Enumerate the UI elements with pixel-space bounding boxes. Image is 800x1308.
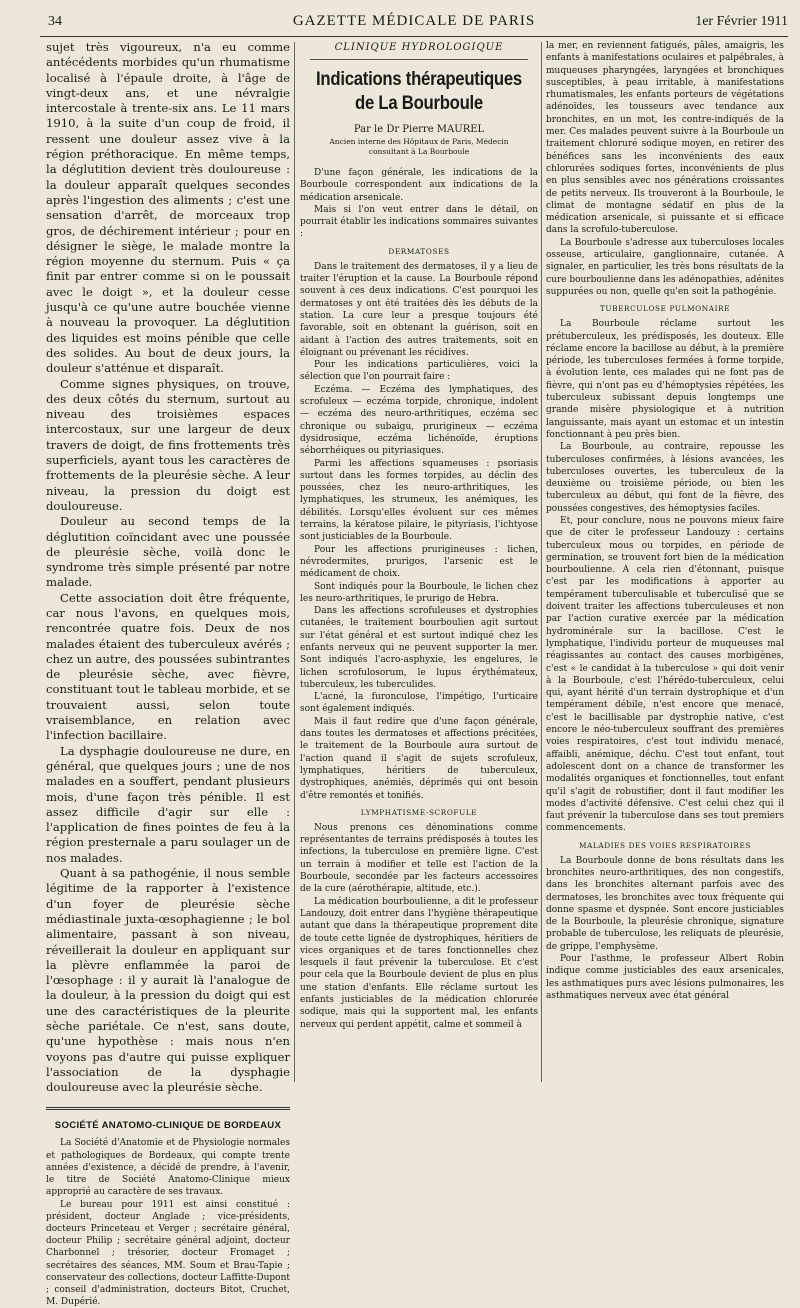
page-header bbox=[40, 10, 788, 37]
rule bbox=[310, 59, 528, 60]
paragraph: Pour les affections prurigineuses : lichen, névrodermites, prurigos, l'arsenic est le médicament de choix. bbox=[300, 544, 538, 581]
column-divider bbox=[294, 42, 295, 1082]
byline: Par le Dr Pierre MAUREL bbox=[300, 124, 538, 135]
paragraph: Eczéma. — Eczéma des lymphatiques, des scrofuleux — eczéma torpide, chronique, indolent — eczéma des neuro-arthritiques, eczéma sec chronique ou subaigu, prurigineux — eczéma dysidrosique, eczéma lichénoïde, éruptions séborrhéiques ou pityriasiques. bbox=[300, 384, 538, 458]
journal-title: GAZETTE MÉDICALE DE PARIS bbox=[40, 13, 788, 30]
paragraph: Pour l'asthme, le professeur Albert Robin indique comme justiciables des eaux arsenicales, les asthmatiques purs avec lésions pulmonaires, les asthmatiques nerveux avec état général bbox=[546, 953, 784, 1002]
paragraph: Douleur au second temps de la déglutition coïncidant avec une poussée de pleurésie sèche, voilà donc le syndrome très simple présenté par notre malade. bbox=[46, 514, 290, 590]
paragraph: Comme signes physiques, on trouve, des deux côtés du sternum, surtout au niveau des troisièmes espaces intercostaux, sur une largeur de deux travers de doigt, de fins frottements très superficiels, ayant tous les caractères de frottements de la pleurésie sèche. A leur niveau, la pression du doigt est douloureuse. bbox=[46, 377, 290, 515]
paragraph: Nous prenons ces dénominations comme représentantes de terrains prédisposés à toutes les infections, la tuberculose en première ligne. C'est un terrain à modifier et telle est l'action de la Bourboule, secondée par les facteurs accessoires de la cure (aérothérapie, altitude, etc.). bbox=[300, 822, 538, 896]
paragraph: Parmi les affections squameuses : psoriasis surtout dans les formes torpides, au déclin des poussées, chez les neuro-arthritiques, les lymphatiques, les strumeux, les anémiques, les débilités. Lorsqu'elles évoluent sur ces mêmes terrains, la kératose pilaire, le pityriasis, l'ichtyose sont justiciables de la Bourboule. bbox=[300, 458, 538, 544]
paragraph: L'acné, la furonculose, l'impétigo, l'urticaire sont également indiqués. bbox=[300, 691, 538, 716]
paragraph: Sont indiqués pour la Bourboule, le lichen chez les neuro-arthritiques, le prurigo de Hebra. bbox=[300, 581, 538, 606]
paragraph: La Bourboule réclame surtout les prétuberculeux, les prédisposés, les douteux. Elle réclame encore la bacillose au début, à la première période, les tuberculoses fermées à forme torpide, à évolution lente, ces malades qui ne font pas de fièvre, qui n'ont pas eu d'hémoptysies répétées, les tuberculeux subissant depuis longtemps une grande misère physiologique et à nutrition languissante, mais ayant un estomac et un intestin fonctionnant à peu près bien. bbox=[546, 318, 784, 441]
rubric: CLINIQUE HYDROLOGIQUE bbox=[300, 42, 538, 53]
paragraph: Dans les affections scrofuleuses et dystrophies cutanées, le traitement bourboulien agit surtout sur l'état général et est surtout indiqué chez les enfants nerveux qui ne peuvent supporter la mer. Sont indiqués l'acro-asphyxie, les engelures, le lichen scrofulosorum, le lupus érythémateux, tuberculeux, les tuberculides. bbox=[300, 605, 538, 691]
paragraph: La dysphagie douloureuse ne dure, en général, que quelques jours ; une de nos malades en a souffert, pendant plusieurs mois, d'une façon très pénible. Il est assez difficile d'agir sur elle : l'application de fines pointes de feu à la région presternale a paru soulager un de nos malades. bbox=[46, 744, 290, 866]
paragraph: la mer, en reviennent fatigués, pâles, amaigris, les enfants à manifestations oculaires et palpébrales, à muqueuses pharyngées, laryngées et bronchiques susceptibles, à peau irritable, à manifestations rhumatismales, les enfants porteurs de végétations adénoïdes, les tousseurs avec tendance aux bronchites, en un mot, les contre-indiqués de la mer. Ces malades peuvent suivre à la Bourboule un traitement chloruré sodique moyen, en retirer des bénéfices sans les inconvénients des eaux chlorurées sodiques fortes, inconvénients de plus en plus sensibles avec nos générations croissantes de petits nerveux. Ils trouveront à la Bourboule, le climat de montagne sédatif en plus de la médication arsenicale, si puissante et si efficace dans la scrofulo-tuberculose. bbox=[546, 40, 784, 237]
subheading: DERMATOSES bbox=[300, 247, 538, 256]
paragraph: La Bourboule, au contraire, repousse les tuberculoses confirmées, à lésions avancées, les tuberculoses ouvertes, les tuberculeux de la deuxième ou troisième période, ou bien les tuberculeux au début, qui font de la fièvre, des poussées congestives, des hémoptysies faciles. bbox=[546, 441, 784, 515]
author-credentials: Ancien interne des Hôpitaux de Paris, Médecin consultant à La Bourboule bbox=[316, 137, 522, 157]
section-divider bbox=[46, 1107, 290, 1110]
page-number: 34 bbox=[48, 14, 62, 30]
paragraph: La Société d'Anatomie et de Physiologie normales et pathologiques de Bordeaux, qui compte trente années d'existence, a décidé de prendre, à l'avenir, le titre de Société Anatomo-Clinique mieux approprié au caractère de ses travaux. bbox=[46, 1137, 290, 1198]
paragraph: Mais si l'on veut entrer dans le détail, on pourrait établir les indications sommaires suivantes : bbox=[300, 204, 538, 241]
subheading: MALADIES DES VOIES RESPIRATOIRES bbox=[546, 841, 784, 850]
column-left bbox=[46, 40, 290, 1090]
paragraph: La médication bourboulienne, a dit le professeur Landouzy, doit entrer dans l'hygiène thérapeutique autant que dans la thérapeutique proprement dite de toute cette lignée de dystrophiques, héritiers de vices organiques et de tares fonctionnelles chez lesquels il faut prévenir la tuberculose. Et c'est pour cela que la Bourboule devient de plus en plus une station d'enfants. Elle réclame surtout les enfants justiciables de la médication chlorurée sodique, mais qui la supportent mal, les enfants nerveux qui perdent appétit, calme et sommeil à bbox=[300, 896, 538, 1031]
column-divider bbox=[541, 42, 542, 1082]
paragraph: Pour les indications particulières, voici la sélection que l'on pourrait faire : bbox=[300, 359, 538, 384]
column-right bbox=[546, 40, 784, 1090]
society-heading: SOCIÉTÉ ANATOMO-CLINIQUE DE BORDEAUX bbox=[46, 1120, 290, 1131]
paragraph: Le bureau pour 1911 est ainsi constitué : président, docteur Anglade ; vice-présidents, docteurs Princeteau et Verger ; secrétaire général, docteur Philip ; secrétaire général adjoint, docteur Charbonnel ; trésorier, docteur Fromaget ; secrétaires des séances, MM. Soum et Brau-Tapie ; conservateur des collections, docteur Laffitte-Dupont ; conseil d'administration, docteurs Bitot, Cruchet, M. Dupérié. bbox=[46, 1199, 290, 1308]
issue-date: 1er Février 1911 bbox=[695, 14, 788, 30]
paragraph: Quant à sa pathogénie, il nous semble légitime de la rapporter à l'existence d'un foyer de pleurésie sèche médiastinale juxta-œsophagienne ; le bol alimentaire, passant à son niveau, réveillerait la douleur en appliquant sur la plèvre enflammée la paroi de l'œsophage : il y aurait là l'analogue de la douleur, à la pression du doigt qui est une des caractéristiques de la pleurite sèche pariétale. Ce n'est, sans doute, qu'une hypothèse : mais nous n'en voyons pas d'autre qui puisse expliquer l'association de la dysphagie douloureuse avec la pleurésie sèche. bbox=[46, 866, 290, 1095]
paragraph: D'une façon générale, les indications de la Bourboule correspondent aux indications de la médication arsenicale. bbox=[300, 167, 538, 204]
paragraph: La Bourboule s'adresse aux tuberculoses locales osseuse, articulaire, ganglionnaire, cutanée. A signaler, en particulier, les très bons résultats de la cure bourboulienne dans les adénopathies, adénites suppurées ou non, quelle qu'en soit la pathogénie. bbox=[546, 237, 784, 298]
paragraph: Dans le traitement des dermatoses, il y a lieu de traiter l'éruption et la cause. La Bourboule répond souvent à ces deux indications. C'est pourquoi les dermatoses y ont été traitées dès les débuts de la station. La cure leur a presque toujours été favorable, soit en obtenant la guérison, soit en aidant à l'action des autres traitements, soit en éloignant ou prévenant les récidives. bbox=[300, 261, 538, 359]
column-middle bbox=[300, 40, 538, 1090]
paragraph: Et, pour conclure, nous ne pouvons mieux faire que de citer le professeur Landouzy : certains tuberculeux mous ou torpides, en période de germination, se trouvent fort bien de la médication bourboulienne. A cela rien d'étonnant, puisque c'est par les modifications à apporter au tempérament tuberculisable et tuberculisé que se doivent traiter les affections tuberculeuses et non par l'action curative exercée par la médication hydrominérale sur la bacillose. C'est le lymphatique, l'individu porteur de muqueuses mal réagissantes au contact des causes morbigènes, c'est « le candidat à la tuberculose » qui doit venir à la Bourboule, c'est l'hérédo-tuberculeux, celui qui, ayant hérité d'un terrain dystrophique et d'un tempérament débile, n'est encore que menacé, c'est le bacillisable par dystrophie native, c'est encore le néo-tuberculeux souffrant des premières voies respiratoires, c'est tout individu menacé, affaibli, anémique, déchu. C'est tout enfant, tout adolescent dont on a chance de transformer les modalités organiques et fonctionnelles, tout enfant qu'il s'agit de robustifier, dont il faut modifier les modes d'activité défensive. C'est celui chez qui il faut prévenir la tuberculose dans ses tout premiers commencements. bbox=[546, 515, 784, 835]
paragraph: Mais il faut redire que d'une façon générale, dans toutes les dermatoses et affections précitées, le traitement de la Bourboule aura surtout de l'action quand il s'agit de sujets scrofuleux, lymphatiques, héritiers de tuberculeux, dystrophiques, anémiés, déprimés qui ont besoin d'être remontés et tonifiés. bbox=[300, 716, 538, 802]
subheading: LYMPHATISME-SCROFULE bbox=[300, 808, 538, 817]
paragraph: La Bourboule donne de bons résultats dans les bronchites neuro-arthritiques, des non congestifs, dans les bronchites alternant parfois avec des dermatoses, les bronchites avec toux fréquente qui donne spasme et dyspnée. Sont encore justiciables de la Bourboule, la pleurésie chronique, signature probable de tuberculose, les reliquats de pleurésie, de grippe, l'emphysème. bbox=[546, 855, 784, 953]
paragraph: Cette association doit être fréquente, car nous l'avons, en quelques mois, rencontrée quatre fois. Deux de nos malades étaient des tuberculeux avérés ; chez un autre, des poussées subintrantes de pleurésie sèche, avec fièvre, constituant tout le tableau morbide, et se trouvaient aussi, selon toute vraisemblance, en relation avec l'infection bacillaire. bbox=[46, 591, 290, 744]
subheading: TUBERCULOSE PULMONAIRE bbox=[546, 304, 784, 313]
paragraph: sujet très vigoureux, n'a eu comme antécédents morbides qu'un rhumatisme localisé à l'épaule droite, à l'âge de vingt-deux ans, et une névralgie intercostale à trente-six ans. Le 11 mars 1910, à la suite d'un coup de froid, il ressent une douleur assez vive à la région préthoracique. En même temps, la déglutition devient très douloureuse : la douleur apparaît quelques secondes après l'ingestion des aliments ; c'est une sensation d'arrêt, de morceaux trop gros, de déchirement intérieur ; pour en désigner le siège, le malade montre la région moyenne du sternum. Puis « ça finit par entrer comme si on le poussait avec le doigt », et la douleur cesse jusqu'à ce qu'une autre bouchée vienne à nouveau la provoquer. La déglutition des liquides est moins pénible que celle des solides. Au bout de deux jours, la douleur s'atténue et disparaît. bbox=[46, 40, 290, 377]
article-title: Indications thérapeutiques de La Bourboule bbox=[314, 68, 523, 116]
